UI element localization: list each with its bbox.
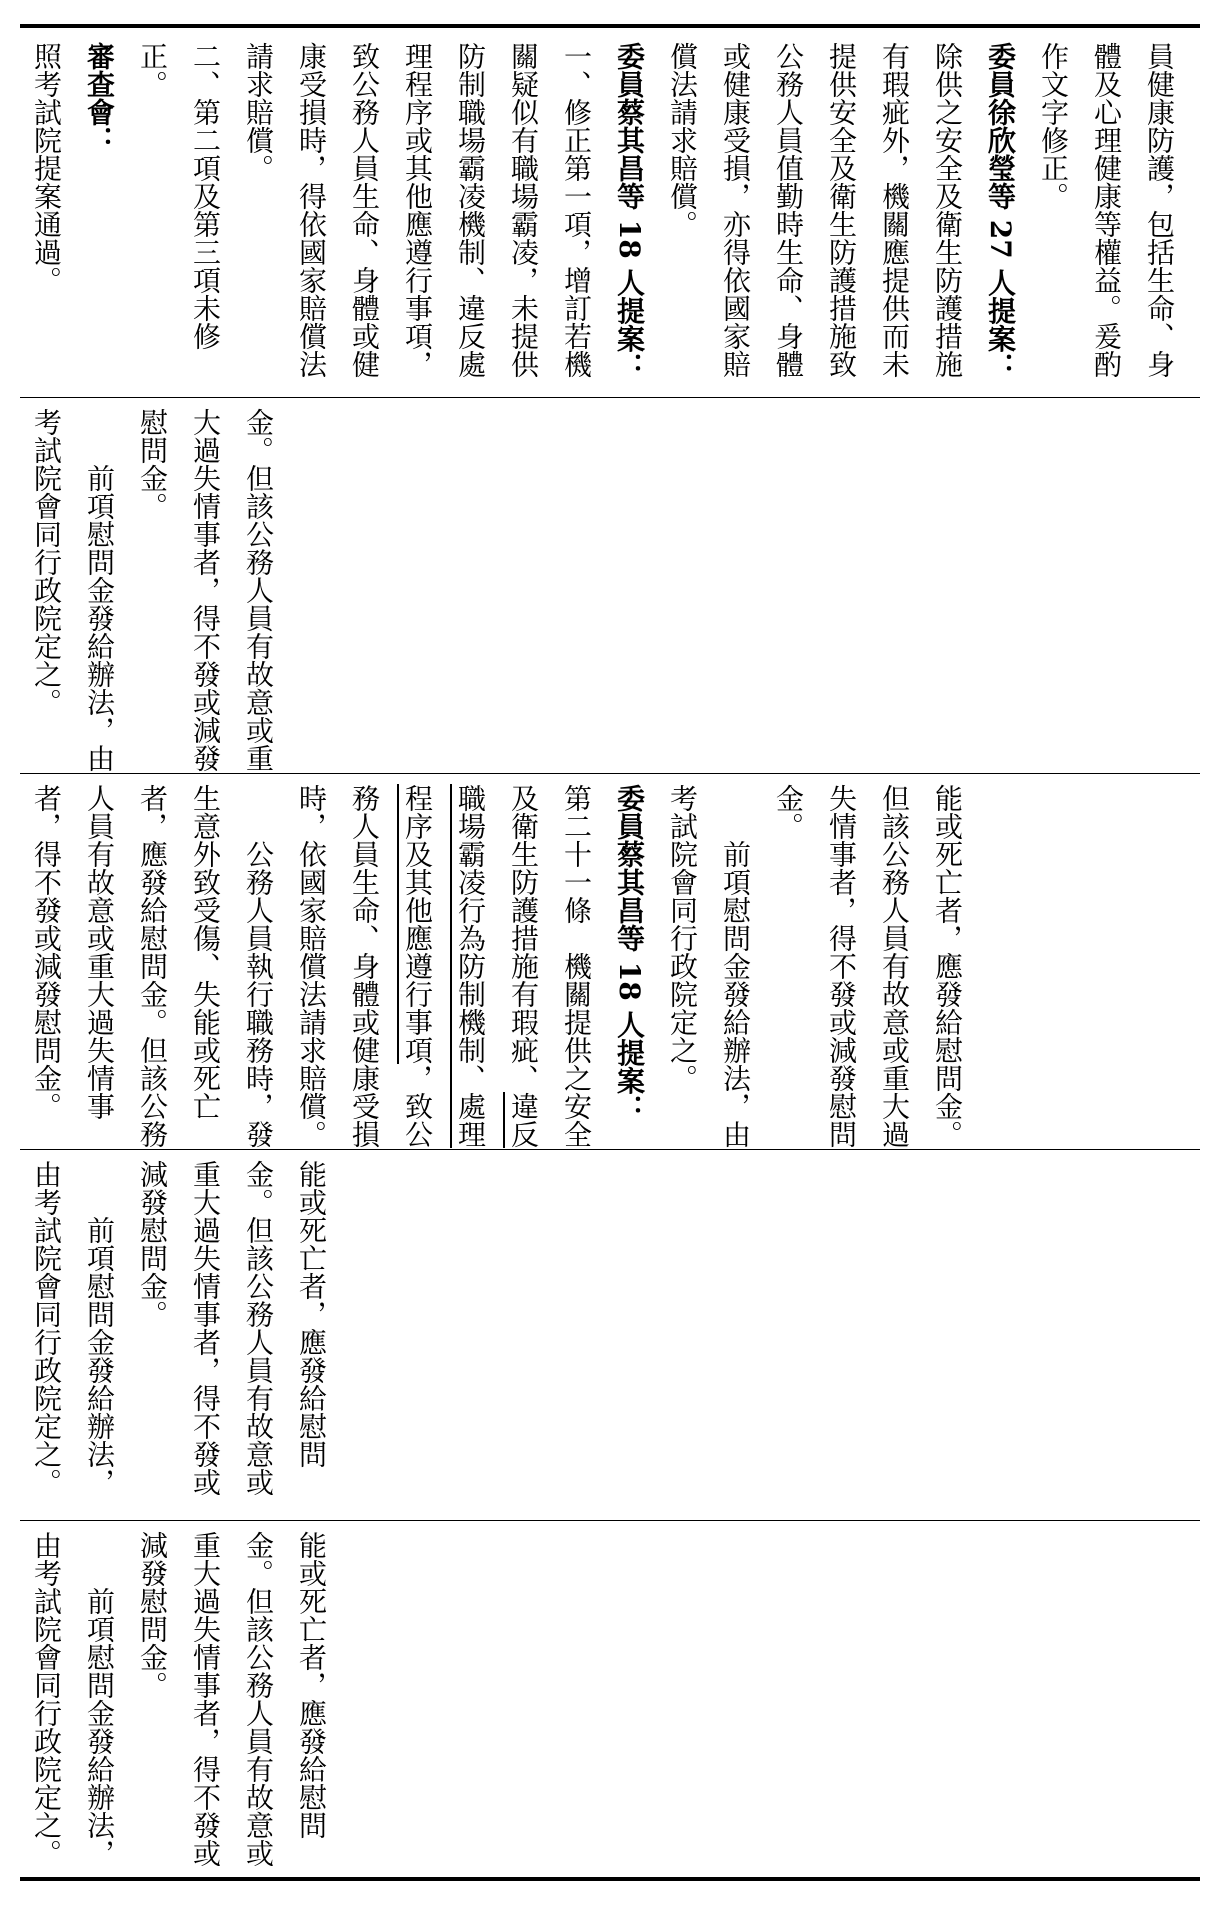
proposer-heading: 委員蔡其昌等 18 人提案： [613,784,646,1123]
article-column-block [20,398,1200,773]
article-text [20,398,285,773]
proposal-text [20,774,974,1149]
proposal-body: 除供之安全及衛生防護措施有瑕疵外，機關應提供而未提供安全及衛生防護措施致公務人員值勤時生命、身體或健康受損，亦得依國家賠償法請求賠償。 [666,42,964,378]
paragraph: 能或死亡者，應發給慰問金。但該公務人員有故意或重大過失情事者，得不發或減發慰問金。 [772,784,964,1148]
paragraph: 能或死亡者，應發給慰問金。但該公務人員有故意或重大過失情事者，得不發或減發慰問金。 [136,1160,328,1496]
review-column-block [20,32,1200,397]
amended-text-underline: 違反職場霸凌行為防制機制、處理程序及其他應遵行事項 [401,784,540,1148]
paragraph: 能或死亡者，應發給慰問金。但該公務人員有故意或重大過失情事者，得不發或減發慰問金。 [136,1531,328,1867]
paragraph: 金。但該公務人員有故意或重大過失情事者，得不發或減發慰問金。 [136,408,275,772]
paragraph: 公務人員執行職務時，發生意外致受傷、失能或死亡者，應發給慰問金。但該公務人員有故意或重大過失情事者，得不發或減發慰問金。 [30,784,275,1148]
paragraph: 前項慰問金發給辦法，由考試院會同行政院定之。 [30,408,116,772]
paragraph: 前項慰問金發給辦法，由考試院會同行政院定之。 [30,1531,116,1867]
article-text [20,1150,338,1520]
paragraph: 員健康防護，包括生命、身體及心理健康等權益。爰酌作文字修正。 [1037,42,1176,378]
proposal-column-block [20,774,1200,1149]
proposal-item: 二、第二項及第三項未修正。 [136,42,222,350]
proposer-heading: 委員徐欣瑩等 27 人提案： [984,42,1017,381]
article-text [20,1521,338,1875]
proposer-heading: 委員蔡其昌等 18 人提案： [613,42,646,381]
article-21-text: 第二十一條 機關提供之安全及衛生防護措施有瑕疵、違反職場霸凌行為防制機制、處理程序及其他應遵行事項，致公務人員生命、身體或健康受損時，依國家賠償法請求賠償。 [295,784,593,1148]
review-committee-heading: 審查會： [83,42,116,154]
proposal-item: 一、修正第一項，增訂若機關疑似有職場霸凌，未提供防制職場霸凌機制、違反處理程序或其他應遵行事項，致公務人員生命、身體或健康受損時，得依國家賠償法請求賠償。 [242,42,593,378]
top-rule [20,24,1200,28]
review-text [20,32,1186,397]
paragraph: 前項慰問金發給辦法，由考試院會同行政院定之。 [30,1160,116,1496]
review-conclusion: 照考試院提案通過。 [30,42,63,294]
article-column-block [20,1150,1200,1520]
article-column-block [20,1521,1200,1875]
proposal-paragraph [656,42,1027,397]
bottom-rule [20,1877,1200,1881]
paragraph: 前項慰問金發給辦法，由考試院會同行政院定之。 [666,784,752,1148]
